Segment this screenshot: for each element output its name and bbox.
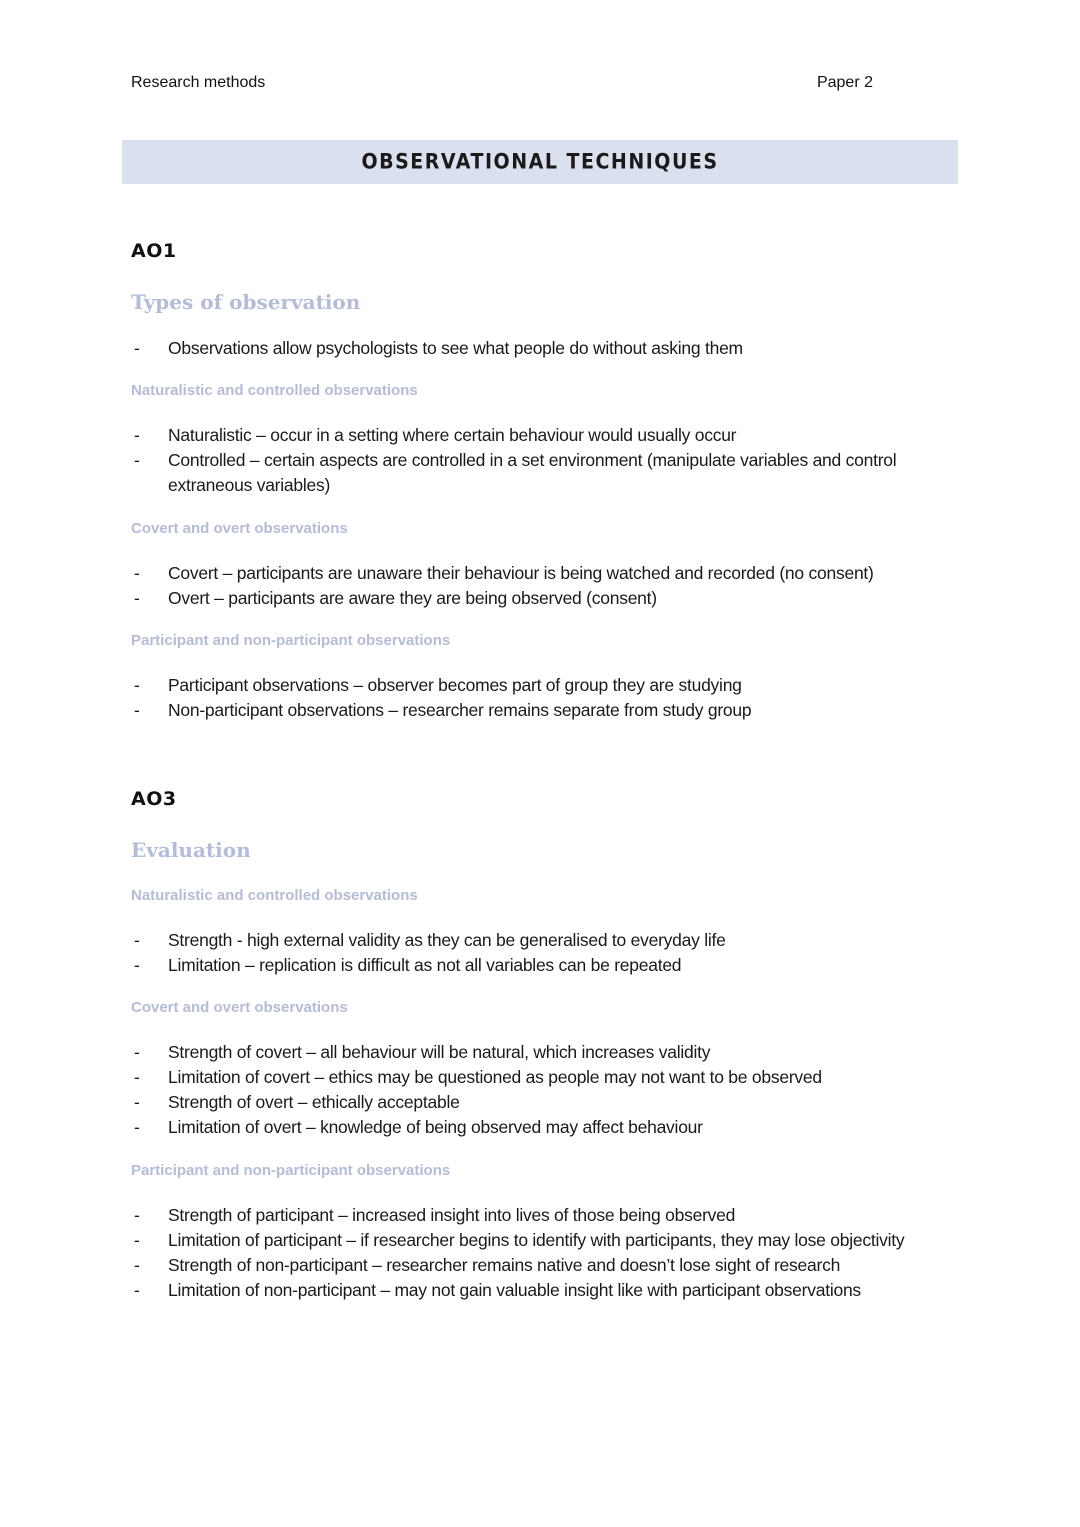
ao3-label: AO3 — [131, 788, 177, 810]
ao1-list-covert — [131, 561, 951, 611]
header-right: Paper 2 — [816, 74, 873, 91]
ao1-subheading-covert: Covert and overt observations — [131, 520, 348, 537]
dash-bullet-icon: - — [134, 1067, 140, 1087]
dash-bullet-icon: - — [134, 1280, 140, 1300]
list-item: - Naturalistic – occur in a setting where certain behaviour would usually occur — [131, 423, 951, 448]
dash-bullet-icon: - — [134, 1092, 140, 1112]
ao3-section-title: Evaluation — [131, 838, 251, 862]
list-item: - Limitation of participant – if researcher begins to identify with participants, they may lose objectivity — [131, 1228, 951, 1253]
dash-bullet-icon: - — [134, 588, 140, 608]
list-item: - Controlled – certain aspects are controlled in a set environment (manipulate variables and control extraneous variables) — [131, 448, 951, 498]
ao3-subheading-covert: Covert and overt observations — [131, 999, 348, 1016]
list-item: - Strength - high external validity as they can be generalised to everyday life — [131, 928, 951, 953]
dash-bullet-icon: - — [134, 1255, 140, 1275]
list-item: - Limitation of covert – ethics may be questioned as people may not want to be observed — [131, 1065, 951, 1090]
list-item: - Observations allow psychologists to see what people do without asking them — [131, 336, 951, 361]
dash-bullet-icon: - — [134, 700, 140, 720]
dash-bullet-icon: - — [134, 563, 140, 583]
ao1-subheading-participant: Participant and non-participant observations — [131, 632, 451, 649]
ao3-subheading-naturalistic: Naturalistic and controlled observations — [131, 887, 418, 904]
list-item: - Non-participant observations – researcher remains separate from study group — [131, 698, 951, 723]
dash-bullet-icon: - — [134, 425, 140, 445]
list-item: - Strength of covert – all behaviour will be natural, which increases validity — [131, 1040, 951, 1065]
ao1-list-participant — [131, 673, 951, 723]
title-banner — [122, 140, 958, 184]
header-left: Research methods — [131, 74, 266, 91]
ao3-list-naturalistic — [131, 928, 951, 978]
dash-bullet-icon: - — [134, 1205, 140, 1225]
list-item: - Strength of overt – ethically acceptable — [131, 1090, 951, 1115]
list-item: - Strength of participant – increased insight into lives of those being observed — [131, 1203, 951, 1228]
list-item: - Participant observations – observer becomes part of group they are studying — [131, 673, 951, 698]
ao3-list-covert — [131, 1040, 951, 1140]
ao3-subheading-participant: Participant and non-participant observations — [131, 1162, 451, 1179]
ao3-list-participant — [131, 1203, 951, 1303]
dash-bullet-icon: - — [134, 1117, 140, 1137]
dash-bullet-icon: - — [134, 1230, 140, 1250]
dash-bullet-icon: - — [134, 930, 140, 950]
dash-bullet-icon: - — [134, 675, 140, 695]
list-item: - Limitation – replication is difficult as not all variables can be repeated — [131, 953, 951, 978]
list-item: - Strength of non-participant – researcher remains native and doesn’t lose sight of research — [131, 1253, 951, 1278]
ao1-subheading-naturalistic: Naturalistic and controlled observations — [131, 382, 418, 399]
list-item: - Covert – participants are unaware their behaviour is being watched and recorded (no consent) — [131, 561, 951, 586]
dash-bullet-icon: - — [134, 450, 140, 470]
page-title: OBSERVATIONAL TECHNIQUES — [361, 149, 719, 175]
ao1-list-naturalistic — [131, 423, 951, 498]
ao1-section-title: Types of observation — [131, 290, 361, 314]
running-header — [131, 74, 873, 92]
list-item: - Limitation of overt – knowledge of being observed may affect behaviour — [131, 1115, 951, 1140]
list-item: - Overt – participants are aware they are being observed (consent) — [131, 586, 951, 611]
dash-bullet-icon: - — [134, 338, 140, 358]
ao1-intro-list — [131, 336, 951, 361]
ao1-label: AO1 — [131, 240, 177, 262]
dash-bullet-icon: - — [134, 1042, 140, 1062]
dash-bullet-icon: - — [134, 955, 140, 975]
list-item: - Limitation of non-participant – may not gain valuable insight like with participant observations — [131, 1278, 951, 1303]
